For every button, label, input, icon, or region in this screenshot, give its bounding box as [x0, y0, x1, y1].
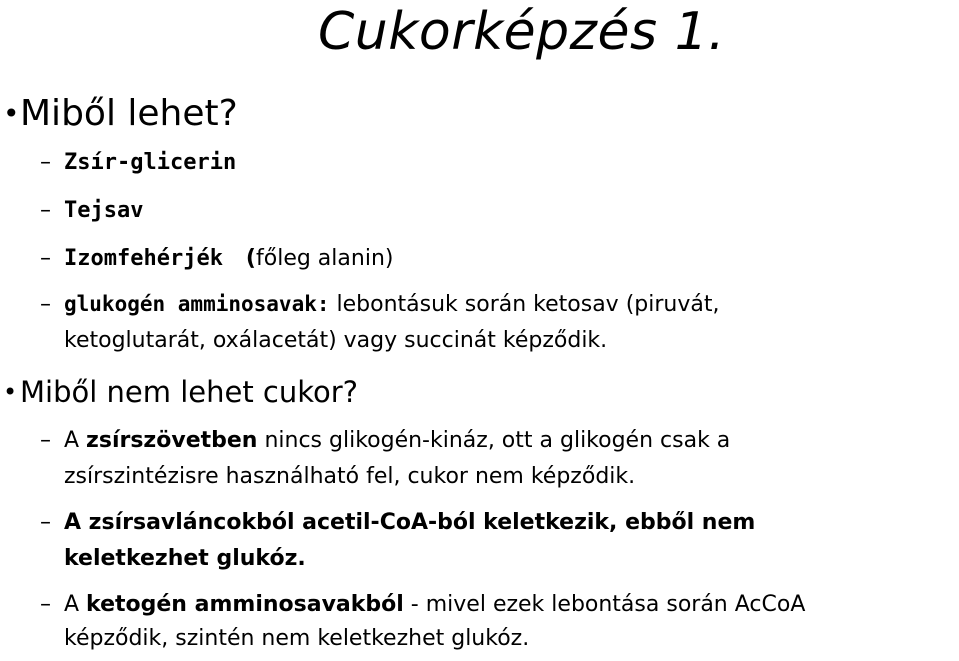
item-pre-text: A [64, 592, 87, 617]
item-bold-text: glukogén amminosavak: [64, 292, 330, 316]
item-rest-text: - mivel ezek lebontása során AcCoA [403, 592, 806, 617]
dash-icon: – [40, 150, 51, 175]
dash-icon: – [40, 592, 51, 617]
dash-icon: – [40, 510, 51, 535]
item-gap-text: ( [222, 246, 256, 271]
item-rest-text: főleg alanin) [256, 246, 394, 271]
item-rest-text: nincs glikogén-kináz, ott a glikogén csak a [257, 428, 731, 453]
item-bold-text: zsírszövetben [86, 428, 258, 453]
item-bold-text: Izomfehérjék [64, 246, 223, 271]
bullet-what-from [0, 88, 400, 140]
section-heading: Miből lehet? [20, 93, 238, 134]
item-bold-text: ketogén amminosavakból [86, 592, 404, 617]
item-bold-text: A zsírsavláncokból acetil-CoA-ból keletkezik, ebből nem [64, 510, 756, 535]
list-item-continuation: képződik, szintén nem keletkezhet glukóz. [64, 626, 530, 651]
dash-icon: – [40, 198, 51, 223]
dash-icon: – [40, 428, 51, 453]
section-heading: Miből nem lehet cukor? [20, 375, 359, 409]
bullet-dot-icon: • [3, 97, 20, 130]
list-item-continuation: keletkezhet glukóz. [64, 546, 306, 571]
slide-title: Cukorképzés 1. [318, 2, 726, 62]
dash-icon: – [40, 292, 51, 317]
item-pre-text: A [64, 428, 87, 453]
dash-icon: – [40, 246, 51, 271]
item-bold-text: Zsír-glicerin [64, 150, 237, 175]
list-item-continuation: ketoglutarát, oxálacetát) vagy succinát képződik. [64, 328, 608, 353]
bullet-dot-icon: • [3, 378, 18, 406]
item-bold-text: Tejsav [64, 198, 144, 223]
list-item-continuation: zsírszintézisre használható fel, cukor nem képződik. [64, 464, 636, 489]
bullet-what-not-from [0, 372, 440, 412]
item-rest-text: lebontásuk során ketosav (piruvát, [329, 292, 720, 317]
